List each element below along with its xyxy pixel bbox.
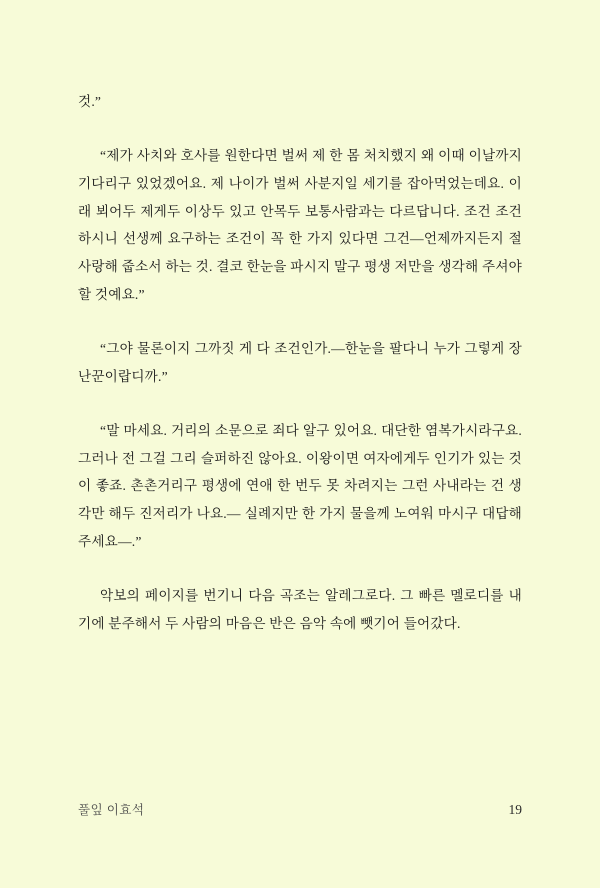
page-footer bbox=[78, 800, 522, 818]
paragraph: “그야 물론이지 그까짓 게 다 조건인가.―한눈을 팔다니 누가 그렇게 장난꾼이랍디까.” bbox=[78, 341, 522, 384]
paragraph: 악보의 페이지를 번기니 다음 곡조는 알레그로다. 그 빠른 멜로디를 내기에 분주해서 두 사람의 마음은 반은 음악 속에 뺏기어 들어갔다. bbox=[78, 588, 522, 631]
page-number: 19 bbox=[508, 802, 522, 817]
paragraph: “제가 사치와 호사를 원한다면 벌써 제 한 몸 처치했지 왜 이때 이날까지 기다리구 있었겠어요. 제 나이가 벌써 사분지일 세기를 잡아먹었는데요. 이래 뵈어두 제게두 이상두 있고 안목두 보통사람과는 다르답니다. 조건 조건하시니 선생께 요구하는 조건이 꼭 한 가지 있다면 그건―언제까지든지 절 사랑해 줍소서 하는 것. 결코 한눈을 파시지 말구 평생 저만을 생각해 주셔야 할 것예요.” bbox=[78, 147, 522, 303]
footer-title: 풀잎 이효석 bbox=[78, 803, 145, 817]
paragraph: “말 마세요. 거리의 소문으로 죄다 알구 있어요. 대단한 염복가시라구요. 그러나 전 그걸 그리 슬퍼하진 않아요. 이왕이면 여자에게두 인기가 있는 것이 좋죠. 촌촌거리구 평생에 연애 한 번두 못 차려지는 그런 사내라는 건 생각만 해두 진저리가 나요.― 실례지만 한 가지 물을께 노여워 마시구 대답해 주세요―.” bbox=[78, 422, 522, 550]
paragraph: 것.” bbox=[78, 94, 102, 109]
body-text bbox=[78, 88, 522, 638]
